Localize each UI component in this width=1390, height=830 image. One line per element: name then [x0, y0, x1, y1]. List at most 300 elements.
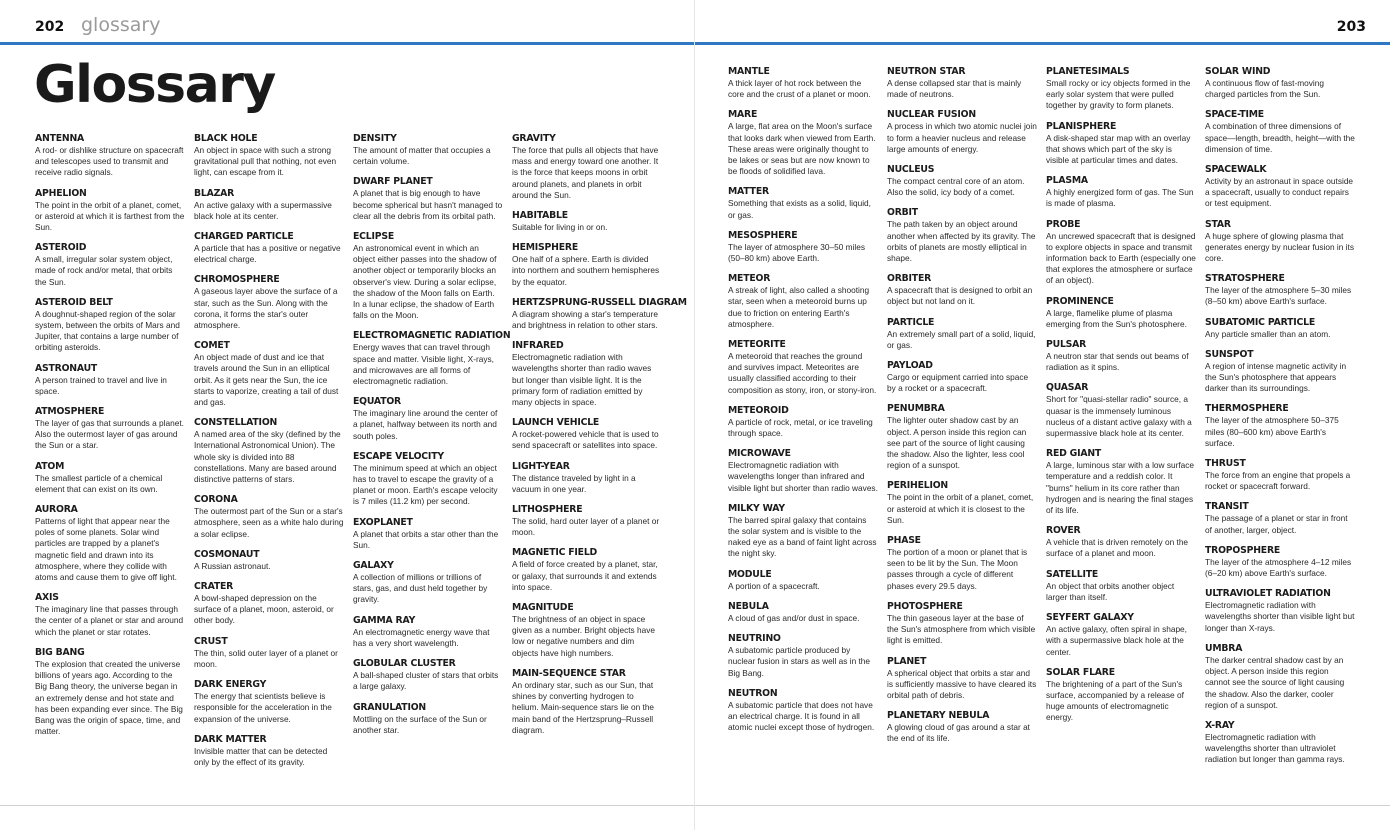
glossary-column-6: [887, 66, 1037, 754]
glossary-entry: [353, 615, 503, 649]
glossary-entry: [728, 601, 878, 624]
glossary-term: MODULE: [728, 568, 772, 580]
glossary-term: NUCLEUS: [887, 164, 935, 176]
glossary-entry: [194, 133, 344, 179]
glossary-entry: [887, 207, 1037, 264]
glossary-term: MAGNITUDE: [512, 602, 574, 614]
glossary-term: ATMOSPHERE: [35, 406, 105, 418]
glossary-term: ATOM: [35, 460, 65, 472]
glossary-entry: [512, 602, 662, 659]
glossary-definition: The energy that scientists believe is responsible for the acceleration in the expansion of the universe.: [194, 691, 332, 724]
glossary-entry: [194, 679, 344, 725]
glossary-definition: An electromagnetic energy wave that has a very short wavelength.: [353, 626, 490, 648]
glossary-term: NEUTRINO: [728, 633, 781, 645]
glossary-definition: The smallest particle of a chemical element that can exist on its own.: [35, 472, 163, 494]
glossary-definition: The imaginary line that passes through the center of a planet or star and around which the planet or star rotates.: [35, 604, 184, 637]
glossary-term: ASTEROID: [35, 242, 87, 254]
glossary-entry: [1046, 66, 1196, 112]
glossary-term: SPACEWALK: [1205, 164, 1267, 176]
glossary-definition: A glowing cloud of gas around a star at the end of its life.: [887, 722, 1030, 744]
glossary-definition: A planet that orbits a star other than the Sun.: [353, 528, 499, 550]
glossary-definition: An extremely small part of a solid, liquid, or gas.: [887, 328, 1036, 350]
glossary-definition: A rod- or dishlike structure on spacecraft and telescopes used to transmit and receive radio signals.: [35, 145, 184, 178]
glossary-definition: The thin gaseous layer at the base of the Sun's atmosphere from which visible light is emitted.: [887, 612, 1036, 646]
glossary-entry: [887, 164, 1037, 198]
glossary-definition: A field of force created by a planet, star, or galaxy, that surrounds it and extends into space.: [512, 559, 658, 592]
glossary-term: PARTICLE: [887, 316, 935, 328]
glossary-definition: A spherical object that orbits a star and is sufficiently massive to have cleared its orbital path of debris.: [887, 667, 1037, 700]
glossary-term: BIG BANG: [35, 646, 85, 658]
glossary-term: PAYLOAD: [887, 360, 933, 372]
glossary-term: METEOROID: [728, 404, 789, 416]
glossary-definition: Suitable for living in or on.: [512, 222, 608, 233]
glossary-entry: [1205, 545, 1355, 579]
glossary-definition: A large, luminous star with a low surface temperature and a reddish color. It "burns" helium in its core rather than hydrogen and is nearing the final stages of its life.: [1046, 460, 1195, 516]
glossary-definition: The brightness of an object in space given as a number. Bright objects have low or negative numbers and dim objects have high numbers.: [512, 614, 655, 658]
glossary-entry: [194, 231, 344, 265]
glossary-term: CORONA: [194, 494, 238, 506]
glossary-term: APHELION: [35, 187, 87, 199]
glossary-definition: Short for "quasi-stellar radio" source, a quasar is the immensely luminous nucleus of a distant active galaxy with a supermassive black hole at its center.: [1046, 394, 1192, 439]
glossary-entry: [887, 317, 1037, 351]
glossary-entry: [35, 406, 185, 452]
glossary-entry: [1046, 612, 1196, 658]
glossary-term: STRATOSPHERE: [1205, 273, 1285, 285]
glossary-definition: A process in which two atomic nuclei join to form a heavier nucleus and release large amounts of energy.: [887, 121, 1037, 154]
glossary-term: CHARGED PARTICLE: [194, 231, 294, 243]
glossary-definition: A bowl-shaped depression on the surface of a planet, moon, asteroid, or other body.: [194, 593, 334, 626]
glossary-entry: [35, 647, 185, 737]
glossary-term: SPACE-TIME: [1205, 109, 1264, 121]
glossary-definition: A spacecraft that is designed to orbit an object but not land on it.: [887, 285, 1033, 307]
glossary-term: DWARF PLANET: [353, 176, 433, 188]
glossary-entry: [35, 504, 185, 583]
glossary-entry: [728, 503, 878, 560]
glossary-definition: A doughnut-shaped region of the solar system, between the orbits of Mars and Jupiter, that contains a large number of orbiting asteroids.: [35, 308, 180, 353]
glossary-term: GLOBULAR CLUSTER: [353, 658, 456, 670]
glossary-entry: [887, 66, 1037, 100]
glossary-entry: [728, 66, 878, 100]
glossary-entry: [887, 601, 1037, 647]
glossary-definition: A region of intense magnetic activity in the Sun's photosphere that appears darker than its surroundings.: [1205, 360, 1347, 394]
glossary-term: X-RAY: [1205, 719, 1235, 731]
glossary-entry: [353, 231, 503, 321]
glossary-entry: [1046, 569, 1196, 603]
glossary-entry: [887, 535, 1037, 592]
glossary-definition: Patterns of light that appear near the poles of some planets. Solar wind particles are trapped by a planet's magnetic field and drawn into its atmosphere, where they collide with atoms and cause them to give off light.: [35, 516, 177, 583]
glossary-term: ECLIPSE: [353, 231, 395, 243]
glossary-term: DARK MATTER: [194, 733, 267, 745]
glossary-term: NUCLEAR FUSION: [887, 109, 976, 121]
glossary-entry: [194, 417, 344, 485]
glossary-term: PULSAR: [1046, 339, 1087, 351]
glossary-term: DENSITY: [353, 133, 397, 144]
glossary-definition: Invisible matter that can be detected only by the effect of its gravity.: [194, 745, 328, 767]
glossary-definition: An astronomical event in which an object either passes into the shadow of another object or temporarily blocks an observer's view. During a solar eclipse, the shadow of the Moon falls on Earth. In a lunar eclipse, the shadow of Earth falls on the Moon.: [353, 243, 497, 321]
glossary-entry: [728, 688, 878, 734]
glossary-definition: A small, irregular solar system object, made of rock and/or metal, that orbits the Sun.: [35, 254, 173, 287]
glossary-term: GRANULATION: [353, 701, 426, 713]
glossary-definition: A combination of three dimensions of space—length, breadth, height—with the dimension of time.: [1205, 121, 1355, 154]
glossary-entry: [35, 461, 185, 495]
glossary-term: PLANET: [887, 655, 927, 667]
glossary-definition: A meteoroid that reaches the ground and survives impact. Meteorites are usually classified according to their composition as stony, iron, or stony-iron.: [728, 351, 877, 395]
glossary-entry: [1046, 219, 1196, 287]
glossary-term: GAMMA RAY: [353, 614, 416, 626]
glossary-term: PHOTOSPHERE: [887, 600, 963, 612]
glossary-definition: A subatomic particle that does not have an electrical charge. It is found in all atomic nuclei except those of hydrogen.: [728, 699, 875, 733]
glossary-entry: [728, 405, 878, 439]
glossary-column-4: [512, 133, 687, 745]
glossary-term: PLANETARY NEBULA: [887, 710, 990, 722]
glossary-entry: [194, 581, 344, 627]
glossary-term: ANTENNA: [35, 133, 85, 144]
glossary-term: SUBATOMIC PARTICLE: [1205, 316, 1316, 328]
glossary-term: AURORA: [35, 504, 78, 516]
glossary-definition: A Russian astronaut.: [194, 560, 271, 571]
glossary-definition: A disk-shaped star map with an overlay that shows which part of the sky is visible at particular times and dates.: [1046, 132, 1191, 166]
glossary-term: METEOR: [728, 273, 771, 285]
glossary-entry: [512, 296, 687, 331]
glossary-entry: [353, 702, 503, 736]
glossary-entry: [728, 230, 878, 264]
glossary-entry: [1046, 296, 1196, 330]
glossary-definition: A large, flat area on the Moon's surface that looks dark when viewed from Earth. These areas were originally thought to be lakes or seas but are now known to be floods of solidified lava.: [728, 121, 876, 177]
glossary-term: MESOSPHERE: [728, 229, 798, 241]
glossary-entry: [353, 396, 503, 442]
glossary-definition: One half of a sphere. Earth is divided into northern and southern hemispheres by the equator.: [512, 254, 660, 287]
glossary-term: PHASE: [887, 535, 921, 547]
glossary-term: COSMONAUT: [194, 548, 260, 560]
glossary-entry: [35, 297, 185, 354]
glossary-term: NEUTRON STAR: [887, 66, 966, 77]
glossary-definition: A streak of light, also called a shooting star, seen when a meteoroid burns up due to friction on entering Earth's atmosphere.: [728, 285, 870, 329]
glossary-term: MILKY WAY: [728, 502, 785, 514]
glossary-definition: The thin, solid outer layer of a planet or moon.: [194, 647, 338, 669]
glossary-definition: The passage of a planet or star in front of another, larger, object.: [1205, 513, 1348, 535]
glossary-term: MAIN-SEQUENCE STAR: [512, 667, 626, 679]
glossary-definition: The layer of atmosphere 30–50 miles (50–80 km) above Earth.: [728, 241, 865, 264]
glossary-term: RED GIANT: [1046, 448, 1102, 460]
glossary-entry: [1046, 121, 1196, 167]
glossary-entry: [35, 363, 185, 397]
right-page: [695, 0, 1390, 830]
glossary-definition: A gaseous layer above the surface of a star, such as the Sun. Along with the corona, it forms the star's outer atmosphere.: [194, 286, 338, 331]
glossary-definition: A named area of the sky (defined by the International Astronomical Union). The whole sky is divided into 88 constellations. Many are based around distinctive patterns of stars.: [194, 429, 341, 485]
glossary-entry: [512, 210, 662, 233]
glossary-term: METEORITE: [728, 339, 786, 351]
glossary-entry: [728, 109, 878, 177]
glossary-entry: [194, 188, 344, 222]
glossary-term: MARE: [728, 109, 758, 121]
glossary-entry: [1205, 164, 1355, 210]
glossary-term: ASTRONAUT: [35, 362, 98, 374]
glossary-entry: [1205, 317, 1355, 340]
glossary-term: BLACK HOLE: [194, 133, 258, 144]
glossary-term: ESCAPE VELOCITY: [353, 450, 444, 462]
glossary-definition: Mottling on the surface of the Sun or another star.: [353, 713, 487, 735]
glossary-definition: A subatomic particle produced by nuclear fusion in stars as well as in the Big Bang.: [728, 645, 871, 678]
glossary-definition: A planet that is big enough to have become spherical but hasn't managed to clear all the debris from its orbital path.: [353, 188, 503, 221]
glossary-definition: The portion of a moon or planet that is seen to be lit by the Sun. The Moon passes through a cycle of different phases every 29.5 days.: [887, 547, 1028, 591]
glossary-definition: An uncrewed spacecraft that is designed to explore objects in space and transmit information back to Earth (especially one that explores the atmosphere or surface of an object).: [1046, 230, 1196, 286]
glossary-definition: The brightening of a part of the Sun's surface, accompanied by a release of huge amounts of electromagnetic energy.: [1046, 678, 1184, 723]
glossary-definition: The point in the orbit of a planet, comet, or asteroid at which it is closest to the Sun.: [887, 492, 1034, 525]
glossary-term: PLASMA: [1046, 175, 1088, 187]
glossary-column-2: [194, 133, 344, 777]
glossary-entry: [1205, 219, 1355, 265]
glossary-term: HERTZSPRUNG-RUSSELL DIAGRAM: [512, 296, 687, 308]
glossary-entry: [353, 330, 511, 387]
glossary-entry: [728, 273, 878, 330]
glossary-definition: The solid, hard outer layer of a planet or moon.: [512, 516, 660, 538]
glossary-column-3: [353, 133, 511, 745]
glossary-definition: Electromagnetic radiation with wavelengths shorter than ultraviolet radiation but longer than gamma rays.: [1205, 731, 1345, 765]
glossary-term: SEYFERT GALAXY: [1046, 612, 1134, 624]
glossary-entry: [887, 360, 1037, 394]
glossary-term: SUNSPOT: [1205, 348, 1254, 360]
glossary-definition: Electromagnetic radiation with wavelengths longer than infrared and visible light but shorter than radio waves.: [728, 460, 878, 493]
glossary-definition: The minimum speed at which an object has to travel to escape the gravity of a planet or moon. Earth's escape velocity is 7 miles (11.2 km) per second.: [353, 462, 498, 507]
glossary-definition: A large, flamelike plume of plasma emerging from the Sun's photosphere.: [1046, 307, 1187, 329]
left-header-rule: [0, 42, 694, 45]
glossary-term: TROPOSPHERE: [1205, 544, 1281, 556]
glossary-definition: The force from an engine that propels a rocket or spacecraft forward.: [1205, 470, 1351, 492]
glossary-definition: A diagram showing a star's temperature and brightness in relation to other stars.: [512, 308, 658, 331]
glossary-definition: An ordinary star, such as our Sun, that shines by converting hydrogen to helium. Main-sequence stars lie on the main band of the Hertzsprung–Russell diagram.: [512, 679, 655, 735]
glossary-term: CONSTELLATION: [194, 417, 278, 429]
glossary-entry: [1046, 525, 1196, 559]
glossary-definition: A vehicle that is driven remotely on the surface of a planet and moon.: [1046, 537, 1189, 559]
glossary-entry: [1046, 339, 1196, 373]
glossary-entry: [194, 549, 344, 572]
glossary-term: SOLAR WIND: [1205, 66, 1271, 77]
glossary-entry: [887, 273, 1037, 307]
glossary-entry: [1205, 403, 1355, 449]
glossary-term: HEMISPHERE: [512, 242, 578, 254]
glossary-entry: [35, 592, 185, 638]
glossary-entry: [1205, 720, 1355, 766]
glossary-definition: Electromagnetic radiation with wavelengths shorter than visible light but longer than X-rays.: [1205, 600, 1355, 633]
glossary-definition: A cloud of gas and/or dust in space.: [728, 612, 860, 623]
glossary-term: HABITABLE: [512, 210, 568, 222]
glossary-entry: [353, 133, 503, 167]
glossary-entry: [512, 504, 662, 538]
glossary-definition: A continuous flow of fast-moving charged particles from the Sun.: [1205, 78, 1324, 100]
glossary-definition: A huge sphere of glowing plasma that generates energy by nuclear fusion in its core.: [1205, 230, 1354, 264]
glossary-definition: Something that exists as a solid, liquid, or gas.: [728, 198, 871, 220]
glossary-term: COMET: [194, 340, 230, 352]
glossary-definition: The layer of the atmosphere 5–30 miles (8–50 km) above Earth's surface.: [1205, 285, 1352, 307]
glossary-entry: [512, 133, 662, 201]
glossary-term: PERIHELION: [887, 480, 948, 492]
glossary-entry: [35, 242, 185, 288]
glossary-entry: [353, 560, 503, 606]
glossary-term: GALAXY: [353, 560, 394, 572]
glossary-definition: An object in space with such a strong gravitational pull that nothing, not even light, can escape from it.: [194, 145, 337, 178]
glossary-term: UMBRA: [1205, 642, 1243, 654]
glossary-definition: A portion of a spacecraft.: [728, 580, 820, 591]
glossary-definition: The layer of the atmosphere 50–375 miles (80–600 km) above Earth's surface.: [1205, 415, 1339, 448]
glossary-term: THRUST: [1205, 458, 1246, 470]
left-page: [0, 0, 694, 830]
page-title: Glossary: [34, 55, 275, 115]
glossary-entry: [512, 547, 662, 593]
glossary-term: ORBITER: [887, 273, 932, 285]
glossary-term: DARK ENERGY: [194, 679, 267, 691]
glossary-definition: The force that pulls all objects that have mass and energy toward one another. It is the force that keeps moons in orbit around planets, and planets in orbit around the Sun.: [512, 145, 659, 200]
glossary-definition: Small rocky or icy objects formed in the early solar system that were pulled together by gravity to form planets.: [1046, 78, 1191, 111]
glossary-term: THERMOSPHERE: [1205, 403, 1289, 415]
glossary-definition: A ball-shaped cluster of stars that orbits a large galaxy.: [353, 670, 499, 692]
glossary-definition: The lighter outer shadow cast by an object. A person inside this region can see part of the source of light causing the shadow. Also the lighter, less cool region of a sunspot.: [887, 415, 1027, 471]
glossary-definition: The path taken by an object around another when affected by its gravity. The orbits of planets are mostly elliptical in shape.: [887, 219, 1036, 264]
glossary-definition: The barred spiral galaxy that contains the solar system and is visible to the naked eye as a band of faint light across the night sky.: [728, 514, 877, 559]
glossary-definition: A person trained to travel and live in space.: [35, 374, 167, 396]
glossary-entry: [1205, 349, 1355, 395]
glossary-entry: [194, 636, 344, 670]
glossary-term: NEUTRON: [728, 687, 778, 699]
glossary-entry: [1046, 175, 1196, 209]
glossary-term: ULTRAVIOLET RADIATION: [1205, 588, 1331, 600]
glossary-term: AXIS: [35, 592, 59, 604]
glossary-term: ROVER: [1046, 525, 1081, 537]
glossary-term: INFRARED: [512, 340, 564, 352]
glossary-entry: [1205, 109, 1355, 155]
glossary-entry: [1205, 643, 1355, 711]
glossary-definition: An active galaxy, often spiral in shape, with a supermassive black hole at the center.: [1046, 624, 1187, 657]
glossary-term: MAGNETIC FIELD: [512, 547, 598, 559]
glossary-term: PLANETESIMALS: [1046, 66, 1130, 77]
glossary-entry: [512, 461, 662, 495]
glossary-term: ELECTROMAGNETIC RADIATION: [353, 330, 511, 342]
glossary-definition: A highly energized form of gas. The Sun is made of plasma.: [1046, 187, 1194, 209]
glossary-definition: The amount of matter that occupies a certain volume.: [353, 145, 491, 167]
glossary-entry: [728, 339, 878, 396]
glossary-definition: Electromagnetic radiation with wavelengths shorter than radio waves but longer than visible light. It is the primary form of radiation emitted by many objects in space.: [512, 352, 652, 408]
glossary-entry: [194, 734, 344, 768]
right-footer-rule: [695, 805, 1390, 806]
glossary-definition: Any particle smaller than an atom.: [1205, 328, 1331, 339]
glossary-definition: A particle of rock, metal, or ice traveling through space.: [728, 416, 873, 439]
glossary-column-5: [728, 66, 878, 742]
right-page-number: 203: [1336, 19, 1366, 35]
glossary-entry: [353, 658, 503, 692]
glossary-term: MANTLE: [728, 66, 770, 77]
glossary-term: LAUNCH VEHICLE: [512, 417, 600, 429]
glossary-definition: A dense collapsed star that is mainly made of neutrons.: [887, 78, 1022, 100]
glossary-definition: The distance traveled by light in a vacuum in one year.: [512, 472, 636, 494]
glossary-entry: [728, 448, 878, 494]
glossary-entry: [512, 242, 662, 288]
glossary-definition: Cargo or equipment carried into space by a rocket or a spacecraft.: [887, 372, 1029, 394]
glossary-entry: [194, 494, 344, 540]
glossary-definition: The layer of the atmosphere 4–12 miles (6–20 km) above Earth's surface.: [1205, 556, 1352, 579]
glossary-term: CRUST: [194, 635, 228, 647]
glossary-term: LITHOSPHERE: [512, 504, 583, 516]
glossary-term: ASTEROID BELT: [35, 296, 113, 308]
glossary-definition: Energy waves that can travel through space and matter. Visible light, X-rays, and microwaves are all forms of electromagnetic radiation.: [353, 342, 494, 387]
glossary-term: CRATER: [194, 581, 234, 593]
glossary-term: TRANSIT: [1205, 501, 1249, 513]
glossary-definition: The compact central core of an atom. Also the solid, icy body of a comet.: [887, 176, 1025, 198]
left-page-number: 202: [35, 19, 65, 35]
glossary-column-8: [1205, 66, 1355, 775]
section-label: glossary: [81, 14, 161, 36]
glossary-entry: [728, 186, 878, 220]
glossary-definition: A neutron star that sends out beams of radiation as it spins.: [1046, 351, 1189, 373]
glossary-term: MATTER: [728, 186, 769, 198]
glossary-entry: [194, 340, 344, 408]
glossary-entry: [353, 451, 503, 508]
glossary-entry: [353, 517, 503, 551]
glossary-definition: The darker central shadow cast by an object. A person inside this region cannot see the source of light causing the shadow. Also the darker, cooler region of a sunspot.: [1205, 654, 1345, 710]
glossary-entry: [512, 417, 662, 451]
glossary-term: PROBE: [1046, 218, 1081, 230]
glossary-entry: [35, 133, 185, 179]
glossary-entry: [887, 403, 1037, 471]
glossary-term: LIGHT-YEAR: [512, 460, 570, 472]
glossary-definition: The point in the orbit of a planet, comet, or asteroid at which it is farthest from the Sun.: [35, 199, 185, 233]
glossary-entry: [1205, 66, 1355, 100]
glossary-entry: [194, 274, 344, 331]
glossary-entry: [887, 710, 1037, 744]
glossary-entry: [728, 569, 878, 592]
glossary-entry: [887, 656, 1037, 702]
glossary-entry: [1205, 273, 1355, 307]
glossary-term: EXOPLANET: [353, 516, 413, 528]
glossary-entry: [35, 188, 185, 234]
glossary-term: ORBIT: [887, 207, 918, 219]
glossary-term: BLAZAR: [194, 187, 235, 199]
glossary-entry: [1046, 667, 1196, 724]
right-header-rule: [695, 42, 1390, 45]
left-footer-rule: [0, 805, 694, 806]
glossary-entry: [1205, 458, 1355, 492]
glossary-column-7: [1046, 66, 1196, 733]
glossary-entry: [1205, 588, 1355, 634]
glossary-definition: The imaginary line around the center of a planet, halfway between its north and south poles.: [353, 408, 498, 441]
glossary-definition: An object made of dust and ice that travels around the Sun in an elliptical orbit. As it gets near the Sun, the ice starts to vaporize, creating a tail of dust and gas.: [194, 352, 339, 408]
glossary-definition: A collection of millions or trillions of stars, gas, and dust held together by gravity.: [353, 572, 488, 605]
glossary-entry: [1046, 382, 1196, 439]
glossary-entry: [512, 340, 662, 408]
glossary-column-1: [35, 133, 185, 746]
glossary-entry: [1205, 501, 1355, 535]
glossary-term: STAR: [1205, 218, 1231, 230]
glossary-entry: [728, 633, 878, 679]
glossary-term: PENUMBRA: [887, 403, 945, 415]
glossary-entry: [353, 176, 503, 222]
glossary-term: MICROWAVE: [728, 448, 791, 460]
glossary-term: NEBULA: [728, 600, 769, 612]
glossary-term: SATELLITE: [1046, 568, 1099, 580]
glossary-definition: The explosion that created the universe billions of years ago. According to the Big Bang theory, the universe began in an extremely dense and hot state and has been expanding ever since. The Big Bang was the origin of space, time, and matter.: [35, 658, 183, 737]
glossary-term: SOLAR FLARE: [1046, 666, 1115, 678]
glossary-term: CHROMOSPHERE: [194, 274, 280, 286]
glossary-definition: An active galaxy with a supermassive black hole at its center.: [194, 199, 332, 221]
glossary-term: PLANISPHERE: [1046, 120, 1117, 132]
glossary-entry: [512, 668, 662, 736]
glossary-definition: The layer of gas that surrounds a planet. Also the outermost layer of gas around the Sun or a star.: [35, 418, 184, 451]
glossary-definition: The outermost part of the Sun or a star's atmosphere, seen as a white halo during a solar eclipse.: [194, 506, 344, 539]
glossary-term: EQUATOR: [353, 396, 401, 408]
glossary-entry: [1046, 448, 1196, 516]
glossary-term: GRAVITY: [512, 133, 556, 144]
glossary-definition: A rocket-powered vehicle that is used to send spacecraft or satellites into space.: [512, 429, 659, 451]
glossary-entry: [887, 109, 1037, 155]
glossary-definition: A thick layer of hot rock between the core and the crust of a planet or moon.: [728, 78, 871, 100]
